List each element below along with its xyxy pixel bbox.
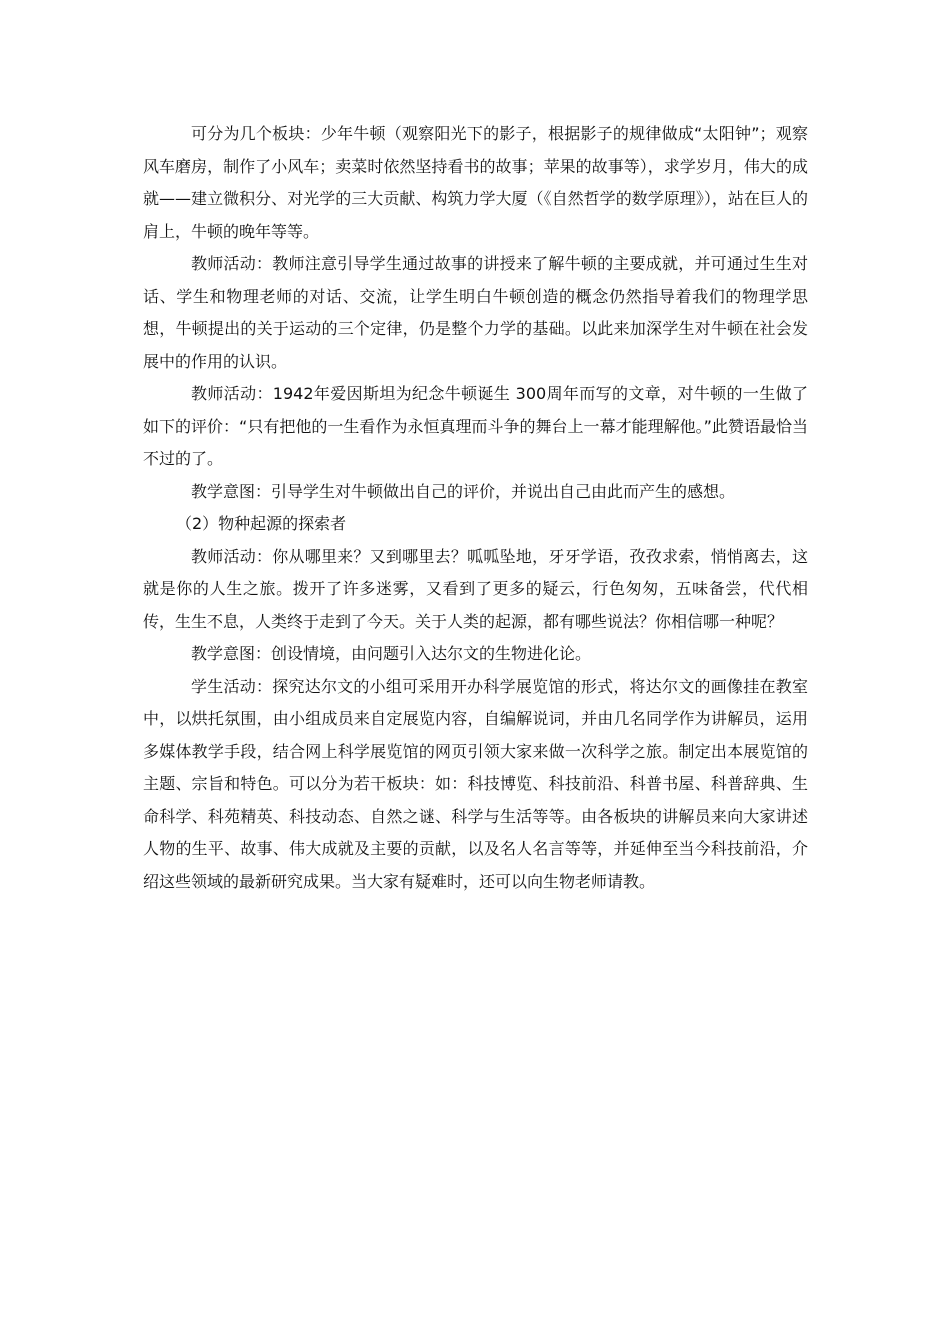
paragraph-teaching-intent-1: 教学意图：引导学生对牛顿做出自己的评价，并说出自己由此而产生的感想。: [191, 481, 736, 501]
paragraph-student-activity: 学生活动：探究达尔文的小组可采用开办科学展览馆的形式，将达尔文的画像挂在教室中，以烘托氛围，由小组成员来自定展览内容，自编解说词，并由几名同学作为讲解员，运用多媒体教学手段，结合网上科学展览馆的网页引领大家来做一次科学之旅。制定出本展览馆的主题、宗旨和特色。可以分为若干板块：如：科技博览、科技前沿、科普书屋、科普辞典、生命科学、科苑精英、科技动态、自然之谜、科学与生活等等。由各板块的讲解员来向大家讲述人物的生平、故事、伟大成就及主要的贡献，以及名人名言等等，并延伸至当今科技前沿，介绍这些领域的最新研究成果。当大家有疑难时，还可以向生物老师请教。: [143, 676, 808, 891]
paragraph-teacher-activity-2: 教师活动：1942年爱因斯坦为纪念牛顿诞生 300周年而写的文章，对牛顿的一生做了如下的评价：“只有把他的一生看作为永恒真理而斗争的舞台上一幕才能理解他。”此赞语最恰当不过的了。: [143, 384, 808, 468]
paragraph-teaching-intent-2: 教学意图：创设情境，由问题引入达尔文的生物进化论。: [191, 644, 592, 663]
document-body: [143, 118, 808, 898]
section-heading: （2）物种起源的探索者: [176, 514, 347, 533]
paragraph-teacher-activity-3: 教师活动：你从哪里来？又到哪里去？呱呱坠地，牙牙学语，孜孜求索，悄悄离去，这就是你的人生之旅。拨开了许多迷雾，又看到了更多的疑云，行色匆匆，五味备尝，代代相传，生生不息，人类终于走到了今天。关于人类的起源，都有哪些说法？你相信哪一种呢？: [143, 546, 808, 631]
paragraph-teacher-activity-1: 教师活动：教师注意引导学生通过故事的讲授来了解牛顿的主要成就，并可通过生生对话、学生和物理老师的对话、交流，让学生明白牛顿创造的概念仍然指导着我们的物理学思想，牛顿提出的关于运动的三个定律，仍是整个力学的基础。以此来加深学生对牛顿在社会发展中的作用的认识。: [143, 254, 808, 371]
paragraph-newton-sections: 可分为几个板块：少年牛顿（观察阳光下的影子，根据影子的规律做成“太阳钟”；观察风车磨房，制作了小风车；卖菜时依然坚持看书的故事；苹果的故事等），求学岁月，伟大的成就——建立微积分、对光学的三大贡献、构筑力学大厦（《自然哲学的数学原理》），站在巨人的肩上，牛顿的晚年等等。: [143, 124, 808, 241]
